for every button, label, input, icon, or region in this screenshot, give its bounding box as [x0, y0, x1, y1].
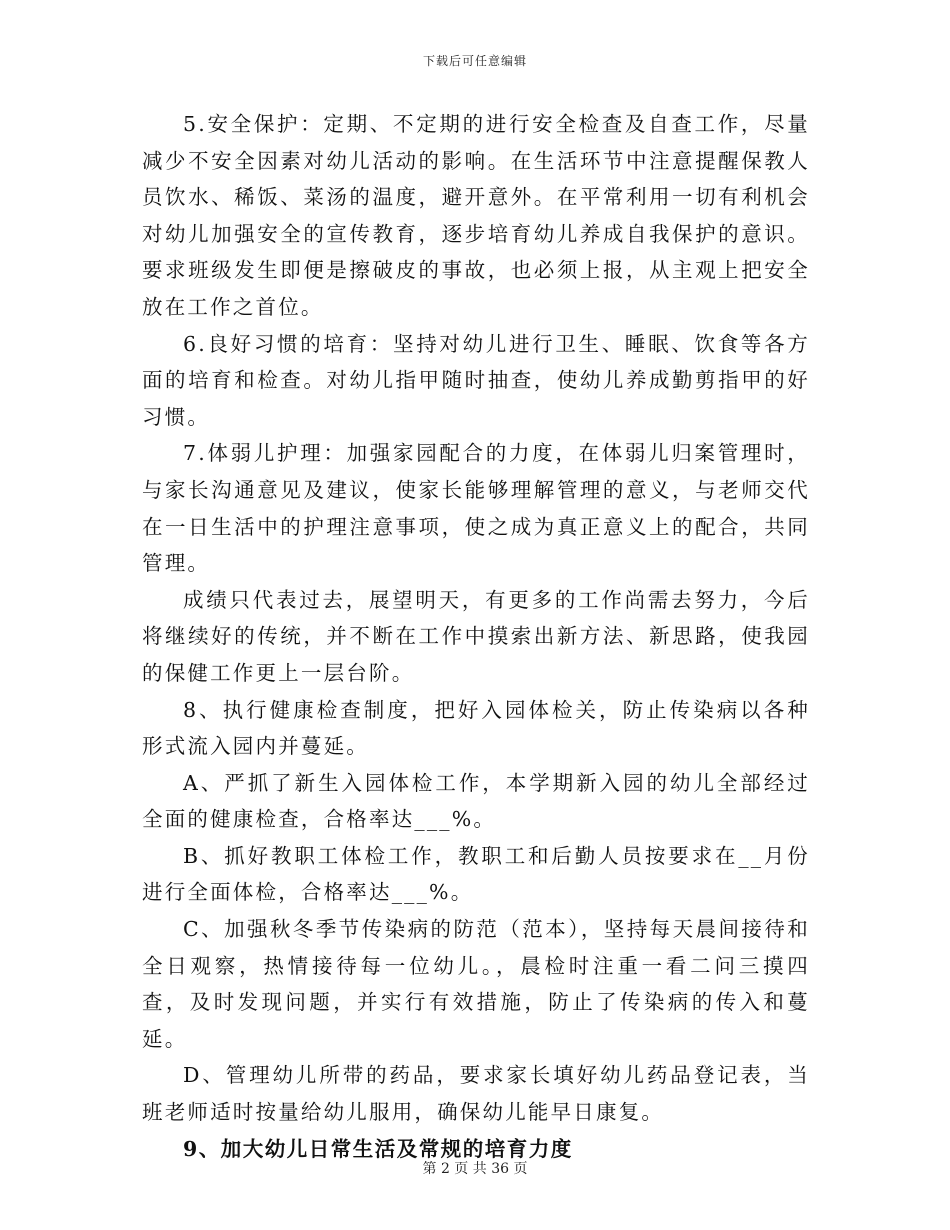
paragraph-safety-protection: 5.安全保护：定期、不定期的进行安全检查及自查工作，尽量减少不安全因素对幼儿活动的影响。在生活环节中注意提醒保教人员饮水、稀饭、菜汤的温度，避开意外。在平常利用一切有利机会对幼儿加强安全的宣传教育，逐步培育幼儿养成自我保护的意识。要求班级发生即便是擦破皮的事故，也必须上报，从主观上把安全放在工作之首位。	[142, 112, 810, 319]
section-heading-9: 9、加大幼儿日常生活及常规的培育力度	[183, 1136, 573, 1161]
paragraph-good-habits: 6.良好习惯的培育：坚持对幼儿进行卫生、睡眠、饮食等各方面的培育和检查。对幼儿指甲随时抽查，使幼儿养成勤剪指甲的好习惯。	[142, 331, 810, 429]
paragraph-item-c: C、加强秋冬季节传染病的防范（范本），坚持每天晨间接待和全日观察，热情接待每一位幼儿。，晨检时注重一看二问三摸四查，及时发现问题，并实行有效措施，防止了传染病的传入和蔓延。	[142, 917, 810, 1051]
paragraph-health-check-system: 8、执行健康检查制度，把好入园体检关，防止传染病以各种形式流入园内并蔓延。	[142, 697, 810, 759]
paragraph-item-d: D、管理幼儿所带的药品，要求家长填好幼儿药品登记表，当班老师适时按量给幼儿服用，确保幼儿能早日康复。	[142, 1063, 810, 1125]
paragraph-weak-child-care: 7.体弱儿护理：加强家园配合的力度，在体弱儿归案管理时，与家长沟通意见及建议，使家长能够理解管理的意义，与老师交代在一日生活中的护理注意事项，使之成为真正意义上的配合，共同管理。	[142, 441, 810, 576]
document-body	[142, 106, 810, 1167]
paragraph-item-a: A、严抓了新生入园体检工作，本学期新入园的幼儿全部经过全面的健康检查，合格率达___%。	[142, 770, 810, 832]
page-number-footer: 第 2 页 共 36 页	[422, 1161, 528, 1177]
paragraph-summary: 成绩只代表过去，展望明天，有更多的工作尚需去努力，今后将继续好的传统，并不断在工作中摸索出新方法、新思路，使我园的保健工作更上一层台阶。	[142, 587, 810, 685]
paragraph-item-b: B、抓好教职工体检工作，教职工和后勤人员按要求在__月份进行全面体检，合格率达___%。	[142, 843, 810, 905]
page-header: 下载后可任意编辑	[422, 54, 527, 68]
